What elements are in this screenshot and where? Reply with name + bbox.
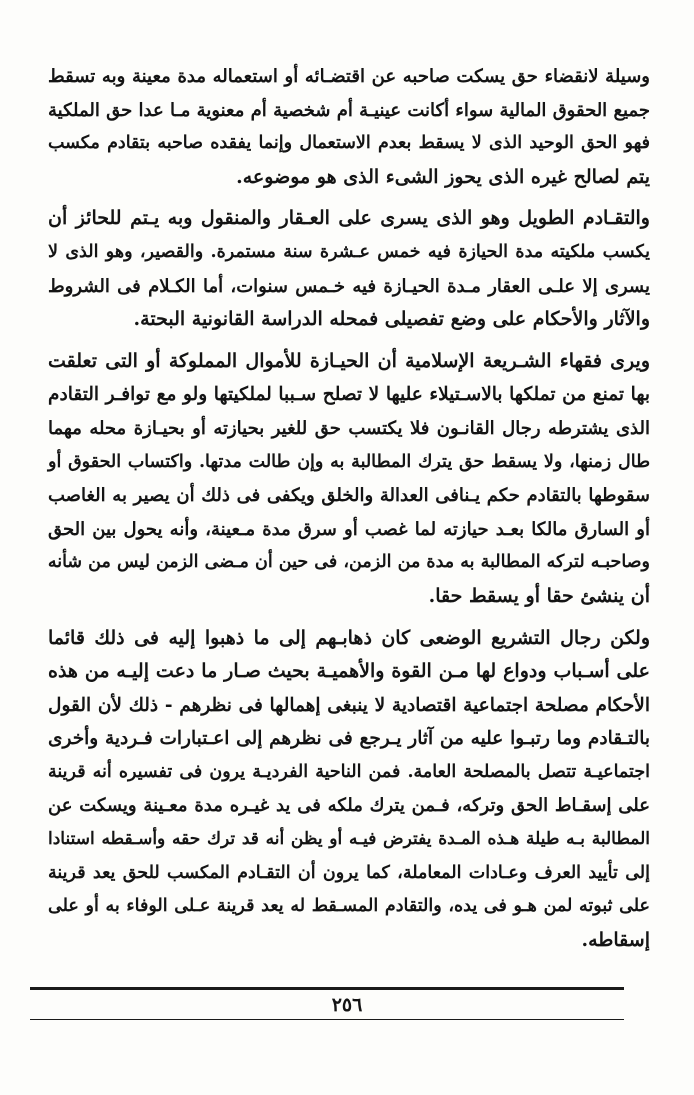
footer-rule-thick bbox=[30, 987, 624, 990]
text-line: بالتـقادم وما رتبـوا عليه من آثار يـرجع فى نظرهم إلى اعـتبارات فـردية وأخرى bbox=[48, 728, 650, 750]
text-line: سقوطها بالتقادم حكم يـنافى العدالة والخلق ويكفى فى ذلك أن يصير به الغاصب bbox=[48, 485, 650, 507]
text-line: إلى تأييد العرف وعـادات المعاملة، كما يرون أن التقـادم المكسب للحق يعد قرينة bbox=[48, 862, 650, 883]
text-line: اجتماعيـة تتصل بالمصلحة العامة. فمن الناحية الفرديـة يرون فى تفسيره أنه قرينة bbox=[48, 761, 650, 782]
text-line: على أسـباب ودواع لها مـن القوة والأهميـة بحيث صـار ما دعت إليـه من هذه bbox=[48, 660, 650, 683]
text-line: إسقاطه. bbox=[581, 928, 650, 951]
text-line: ولكن رجال التشريع الوضعى كان ذهابـهم إلى ما ذهبوا إليه فى ذلك قائما bbox=[48, 626, 650, 649]
text-line: يكسب ملكيته مدة الحيازة فيه خمس عـشرة سنة مستمرة. والقصير، وهو الذى لا bbox=[48, 241, 650, 262]
paragraph-spacer bbox=[48, 614, 650, 622]
text-line: ويرى فقهاء الشـريعة الإسلامية أن الحيـازة للأموال المملوكة أو التى تعلقت bbox=[48, 349, 650, 372]
text-line: على إسقـاط الحق وتركه، فـمن يترك ملكه فى يد غيـره مدة معـينة ويسكت عن bbox=[48, 795, 650, 817]
text-line: الأحكام مصلحة اجتماعية اقتصادية لا ينبغى إهمالها فى نظرهم - ذلك لأن القول bbox=[48, 694, 650, 716]
paragraph-1 bbox=[48, 60, 650, 194]
text-line: والآثار والأحكام على وضع تفصيلى فمحله الدراسة القانونية البحتة. bbox=[133, 308, 650, 331]
text-line: المطالبة بـه طيلة هـذه المـدة يفترض فيـه أو يظن أنه قد ترك حقه وأسـقطه استنادا bbox=[48, 829, 650, 850]
footer-rule-thin bbox=[30, 1019, 624, 1020]
text-line: الذى يشترطه رجال القانـون فلا يكتسب حق للغير بحيازته أو بحيـازة محله مهما bbox=[48, 417, 650, 439]
text-line: وصاحبـه لتركه المطالبة به مدة من الزمن، فى حين أن مـضى الزمن ليس من شأنه bbox=[47, 552, 650, 573]
paragraph-2 bbox=[48, 202, 650, 336]
paragraph-3 bbox=[48, 345, 650, 614]
paragraph-4 bbox=[48, 622, 650, 958]
text-line: وسيلة لانقضاء حق يسكت صاحبه عن اقتضـائه أو استعماله مدة معينة وبه تسقط bbox=[48, 66, 650, 87]
text-line: والتقـادم الطويل وهو الذى يسرى على العـقار والمنقول وبه يـتم للحائز أن bbox=[48, 207, 650, 230]
text-line: جميع الحقوق المالية سواء أكانت عينيـة أم شخصية أم معنوية مـا عدا حق الملكية bbox=[48, 99, 650, 121]
text-line: بها تمنع من تملكها بالاسـتيلاء عليها لا تصلح سـببا لملكيتها ولو مع توافـر التقادم bbox=[48, 384, 650, 406]
text-line: يتم لصالح غيره الذى يحوز الشىء الذى هو موضوعه. bbox=[236, 165, 650, 188]
text-line: أن ينشئ حقا أو يسقط حقا. bbox=[428, 584, 650, 607]
body-text bbox=[48, 60, 650, 957]
text-line: يسرى إلا علـى العقار مـدة الحيـازة فيه خـمس سنوات، أما الكـلام فى الشروط bbox=[48, 275, 650, 297]
paragraph-spacer bbox=[48, 194, 650, 202]
page-number: ٢٥٦ bbox=[331, 994, 363, 1016]
text-line: طال زمنها، ولا يسقط حق يترك المطالبة به وإن طالت مدتها. واكتساب الحقوق أو bbox=[48, 451, 650, 472]
text-line: فهو الحق الوحيد الذى لا يسقط بعدم الاستعمال وإنما يفقده صاحبه بتقادم مكسب bbox=[48, 133, 650, 154]
paragraph-spacer bbox=[48, 337, 650, 345]
text-line: على ثبوته لمن هـو فى يده، والتقادم المسـقط له يعد قرينة عـلى الوفاء به أو على bbox=[48, 896, 650, 917]
text-line: أو السارق مالكا بعـد حيازته لما غصب أو سرق مدة مـعينة، وأنه يحول بين الحق bbox=[48, 518, 650, 540]
